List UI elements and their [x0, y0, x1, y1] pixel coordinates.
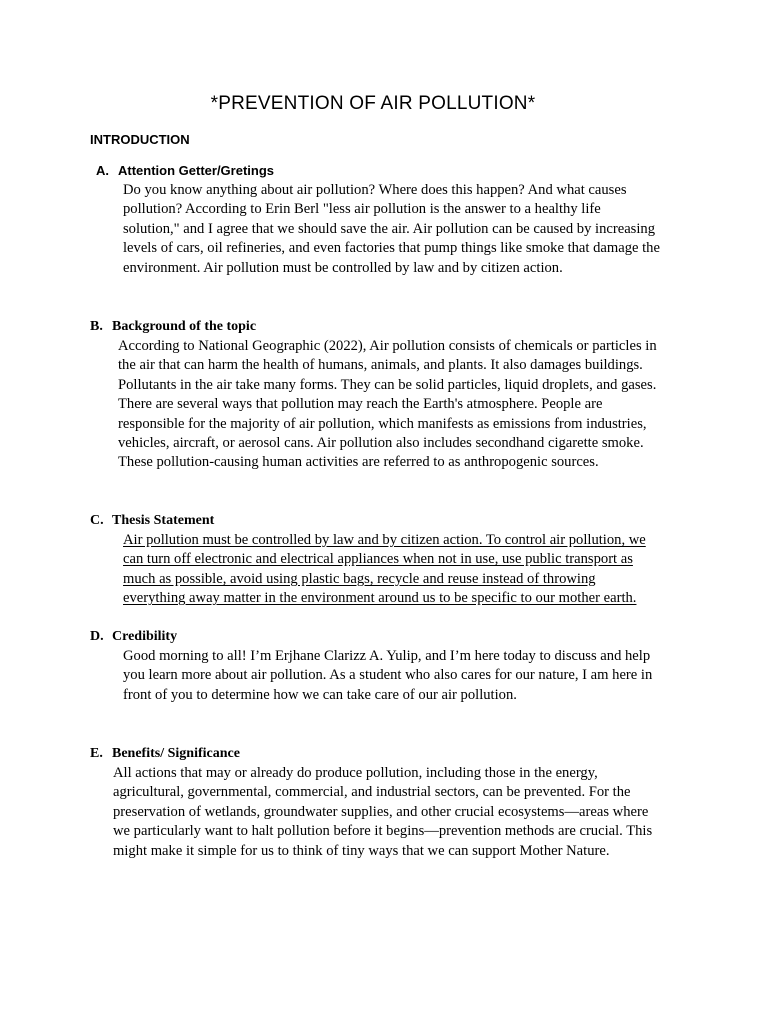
section-c-letter: C.: [90, 513, 104, 528]
section-a-heading: [96, 163, 274, 178]
section-b-title: Background of the topic: [112, 319, 257, 334]
section-a-letter: A.: [96, 163, 109, 178]
section-b-line: There are several ways that pollution may reach the Earth's atmosphere. People are: [118, 396, 603, 413]
section-b-line: Pollutants in the air take many forms. They can be solid particles, liquid droplets, and gases.: [118, 376, 657, 393]
section-d-title: Credibility: [112, 629, 178, 644]
section-e-line: preservation of wetlands, groundwater supplies, and other crucial ecosystems—areas where: [113, 803, 649, 820]
section-b-line: According to National Geographic (2022), Air pollution consists of chemicals or particles in: [118, 338, 657, 354]
document-title: *PREVENTION OF AIR POLLUTION*: [210, 93, 536, 114]
section-b-letter: B.: [90, 319, 103, 334]
section-b-line: responsible for the majority of air pollution, which manifests as emissions from industries,: [118, 415, 647, 432]
section-a-line: environment. Air pollution must be controlled by law and by citizen action.: [123, 259, 563, 276]
section-a-line: solution," and I agree that we should save the air. Air pollution can be caused by increasing: [123, 220, 655, 237]
section-d-line: front of you to determine how we can take care of our air pollution.: [123, 686, 517, 703]
section-c-heading: [90, 513, 214, 529]
section-d-letter: D.: [90, 629, 104, 644]
section-a-line: pollution? According to Erin Berl "less air pollution is the answer to a healthy life: [123, 201, 601, 218]
section-c-line: much as possible, avoid using plastic bags, recycle and reuse instead of throwing: [123, 570, 596, 587]
section-e-title: Benefits/ Significance: [112, 746, 240, 761]
section-e-line: we particularly want to halt pollution before it begins—prevention methods are crucial. This: [113, 823, 653, 840]
section-a-title: Attention Getter/Gretings: [118, 163, 275, 178]
section-c-line: everything away matter in the environment around us to be specific to our mother earth.: [123, 590, 637, 607]
section-d-heading: [90, 629, 177, 645]
section-b-line: These pollution-causing human activities are referred to as anthropogenic sources.: [118, 454, 599, 471]
section-label-introduction: INTRODUCTION: [90, 132, 190, 147]
section-a-paragraph: [123, 181, 660, 278]
section-c-title: Thesis Statement: [112, 513, 215, 528]
section-d-line: Good morning to all! I’m Erjhane Clarizz A. Yulip, and I’m here today to discuss and help: [123, 648, 651, 664]
section-c-line: can turn off electronic and electrical appliances when not in use, use public transport as: [123, 551, 633, 568]
section-e-paragraph: [113, 764, 652, 861]
section-b-paragraph: [118, 337, 657, 473]
section-c-line: Air pollution must be controlled by law and by citizen action. To control air pollution, we: [123, 532, 646, 548]
section-a-line: levels of cars, oil refineries, and even factories that pump things like smoke that damage the: [123, 240, 660, 257]
section-a-line: Do you know anything about air pollution? Where does this happen? And what causes: [123, 182, 627, 198]
section-b-heading: [90, 319, 256, 335]
section-e-line: All actions that may or already do produce pollution, including those in the energy,: [113, 765, 598, 781]
section-d-line: you learn more about air pollution. As a student who also cares for our nature, I am here in: [123, 667, 653, 684]
section-b-line: vehicles, aircraft, or aerosol cans. Air pollution also includes secondhand cigarette smoke.: [118, 435, 644, 452]
section-e-line: might make it simple for us to think of tiny ways that we can support Mother Nature.: [113, 842, 610, 859]
section-b-line: the air that can harm the health of humans, animals, and plants. It also damages buildings.: [118, 357, 643, 374]
section-e-letter: E.: [90, 746, 103, 761]
section-e-heading: [90, 746, 240, 762]
section-e-line: agricultural, governmental, commercial, and industrial sectors, can be prevented. For the: [113, 784, 631, 801]
section-d-paragraph: [123, 647, 652, 705]
thesis-statement-paragraph: [123, 531, 646, 609]
